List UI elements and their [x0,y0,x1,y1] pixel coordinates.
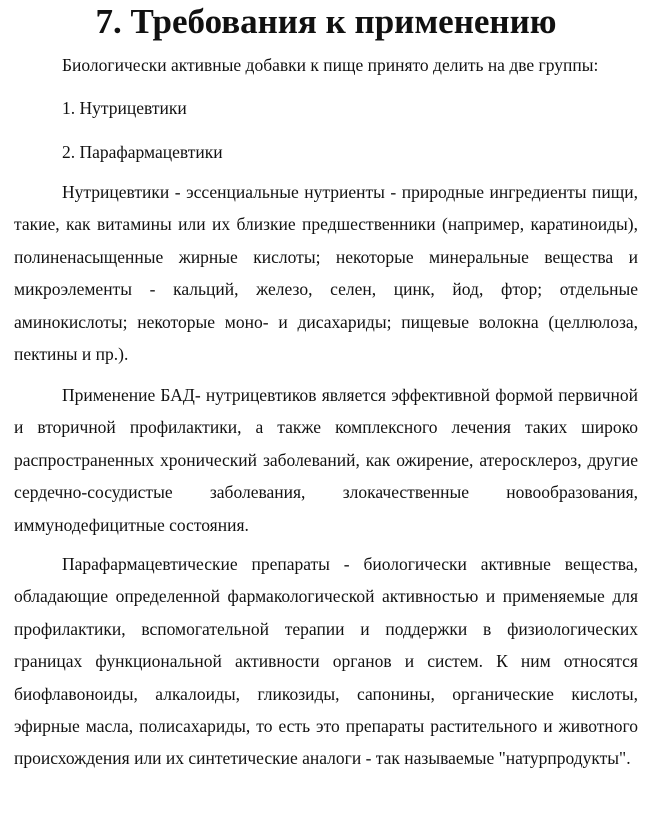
list-item-parapharmaceuticals: 2. Парафармацевтики [62,142,223,162]
intro-paragraph: Биологически активные добавки к пище принято делить на две группы: [62,55,599,75]
paragraph-nutraceuticals: Нутрицевтики - эссенциальные нутриенты - природные ингредиенты пищи, такие, как витамины или их близкие предшественники (например, каратиноиды), полиненасыщенные жирные кислоты; некоторые минеральные вещества и микроэлементы - кальций, железо, селен, цинк, йод, фтор; отдельные аминокислоты; некоторые моно- и дисахариды; пищевые волокна (целлюлоза, пектины и пр.). [14,182,638,365]
section-title: 7. Требования к применению [95,2,557,41]
paragraph-bad-application: Применение БАД- нутрицевтиков является эффективной формой первичной и вторичной профилактики, а также комплексного лечения таких широко распространенных хронический заболеваний, как ожирение, атеросклероз, другие сердечно-сосудистые заболевания, злокачественные новообразования, иммунодефицитные состояния. [14,385,638,535]
list-item-nutraceuticals: 1. Нутрицевтики [62,98,187,118]
paragraph-parapharmaceuticals: Парафармацевтические препараты - биологически активные вещества, обладающие определенной фармакологической активностью и применяемые для профилактики, вспомогательной терапии и поддержки в физиологических границах функциональной активности органов и систем. К ним относятся биофлавоноиды, алкалоиды, гликозиды, сапонины, органические кислоты, эфирные масла, полисахариды, то есть это препараты растительного и животного происхождения или их синтетические аналоги - так называемые "натурпродукты". [14,554,638,769]
